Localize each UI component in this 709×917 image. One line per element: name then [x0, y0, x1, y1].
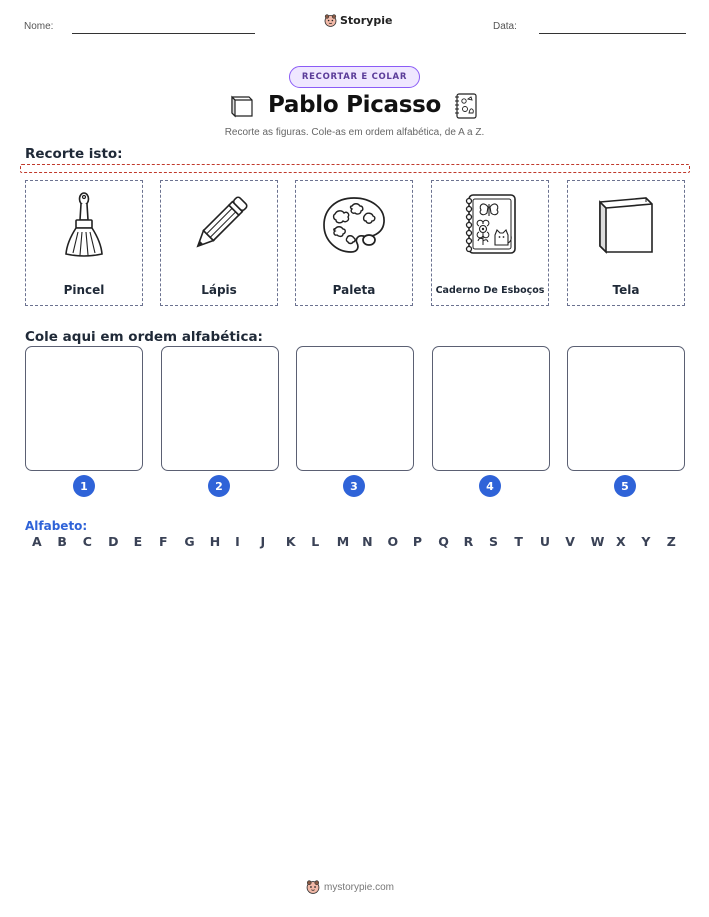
alphabet-letter: Q — [438, 534, 449, 549]
card-label: Lápis — [201, 283, 237, 297]
footer — [306, 880, 394, 894]
alphabet-letter: X — [615, 534, 626, 549]
alphabet-letter: N — [362, 534, 373, 549]
alphabet-letter: T — [514, 534, 523, 549]
cutout-card-paleta[interactable] — [295, 180, 413, 306]
name-label: Nome: — [24, 21, 54, 32]
cutout-card-caderno[interactable] — [431, 180, 549, 306]
slot-number-badge: 3 — [343, 475, 365, 497]
paintbrush-icon — [59, 190, 109, 260]
alphabet-letter: K — [285, 534, 296, 549]
pencil-icon — [189, 191, 249, 259]
storypie-mascot-icon — [306, 880, 320, 894]
cutout-card-lapis[interactable] — [160, 180, 278, 306]
paste-slot-3[interactable] — [296, 346, 414, 471]
canvas-icon — [594, 194, 658, 256]
alphabet-letter: S — [489, 534, 499, 549]
title-row — [0, 92, 709, 124]
instructions: Recorte as figuras. Cole-as em ordem alfabética, de A a Z. — [224, 127, 485, 138]
slot-number-badge: 4 — [479, 475, 501, 497]
paste-heading: Cole aqui em ordem alfabética: — [25, 329, 263, 345]
alphabet-letter: J — [260, 534, 266, 549]
palette-icon — [321, 194, 387, 256]
card-label: Caderno De Esboços — [435, 285, 545, 296]
alphabet-letter: G — [184, 534, 195, 549]
alphabet-letter: W — [590, 534, 605, 549]
alphabet-letter: O — [387, 534, 399, 549]
paste-slot-5[interactable] — [567, 346, 685, 471]
brand-name: Storypie — [340, 14, 393, 27]
cutout-card-pincel[interactable] — [25, 180, 143, 306]
card-label: Tela — [612, 283, 640, 297]
cut-dashed-line — [20, 164, 690, 173]
header — [0, 0, 709, 40]
alphabet-letter: Z — [666, 534, 676, 549]
name-field-line[interactable] — [72, 33, 255, 34]
card-label: Paleta — [332, 283, 376, 297]
card-label: Pincel — [63, 283, 105, 297]
slot-number-badge: 5 — [614, 475, 636, 497]
alphabet-letter: V — [565, 534, 575, 549]
paste-area — [25, 346, 685, 506]
alphabet-letter: P — [412, 534, 423, 549]
slot-number-badge: 1 — [73, 475, 95, 497]
alphabet-letter: R — [463, 534, 474, 549]
sketchbook-icon — [453, 92, 479, 120]
paste-slot-1[interactable] — [25, 346, 143, 471]
paste-slot-4[interactable] — [432, 346, 550, 471]
date-field-line[interactable] — [539, 33, 686, 34]
cutout-card-tela[interactable] — [567, 180, 685, 306]
alphabet-letter: Y — [641, 534, 651, 549]
alphabet-letter: E — [133, 534, 143, 549]
date-label: Data: — [493, 21, 517, 32]
cut-heading: Recorte isto: — [25, 146, 123, 162]
brand-logo — [324, 14, 392, 27]
sketchbook-icon — [461, 193, 519, 257]
storypie-mascot-icon — [324, 14, 337, 27]
alphabet-letter: M — [336, 534, 350, 549]
alphabet-letter: I — [235, 534, 240, 549]
alphabet-letter: U — [539, 534, 550, 549]
page-title: Pablo Picasso — [267, 92, 442, 118]
alphabet-letter: C — [82, 534, 92, 549]
alphabet-letter: F — [158, 534, 168, 549]
alphabet-letter: H — [209, 534, 221, 549]
slot-number-badge: 2 — [208, 475, 230, 497]
activity-tag-label: RECORTAR E COLAR — [301, 72, 408, 82]
alphabet-letter: B — [57, 534, 67, 549]
activity-tag — [289, 66, 420, 88]
paste-slot-2[interactable] — [161, 346, 279, 471]
alphabet-letter: D — [108, 534, 119, 549]
alphabet-title: Alfabeto: — [25, 519, 88, 533]
cutout-cards — [25, 180, 685, 306]
alphabet-letter: L — [311, 534, 320, 549]
alphabet-row — [25, 534, 685, 549]
footer-url[interactable]: mystorypie.com — [324, 881, 395, 893]
alphabet-letter: A — [32, 534, 42, 549]
